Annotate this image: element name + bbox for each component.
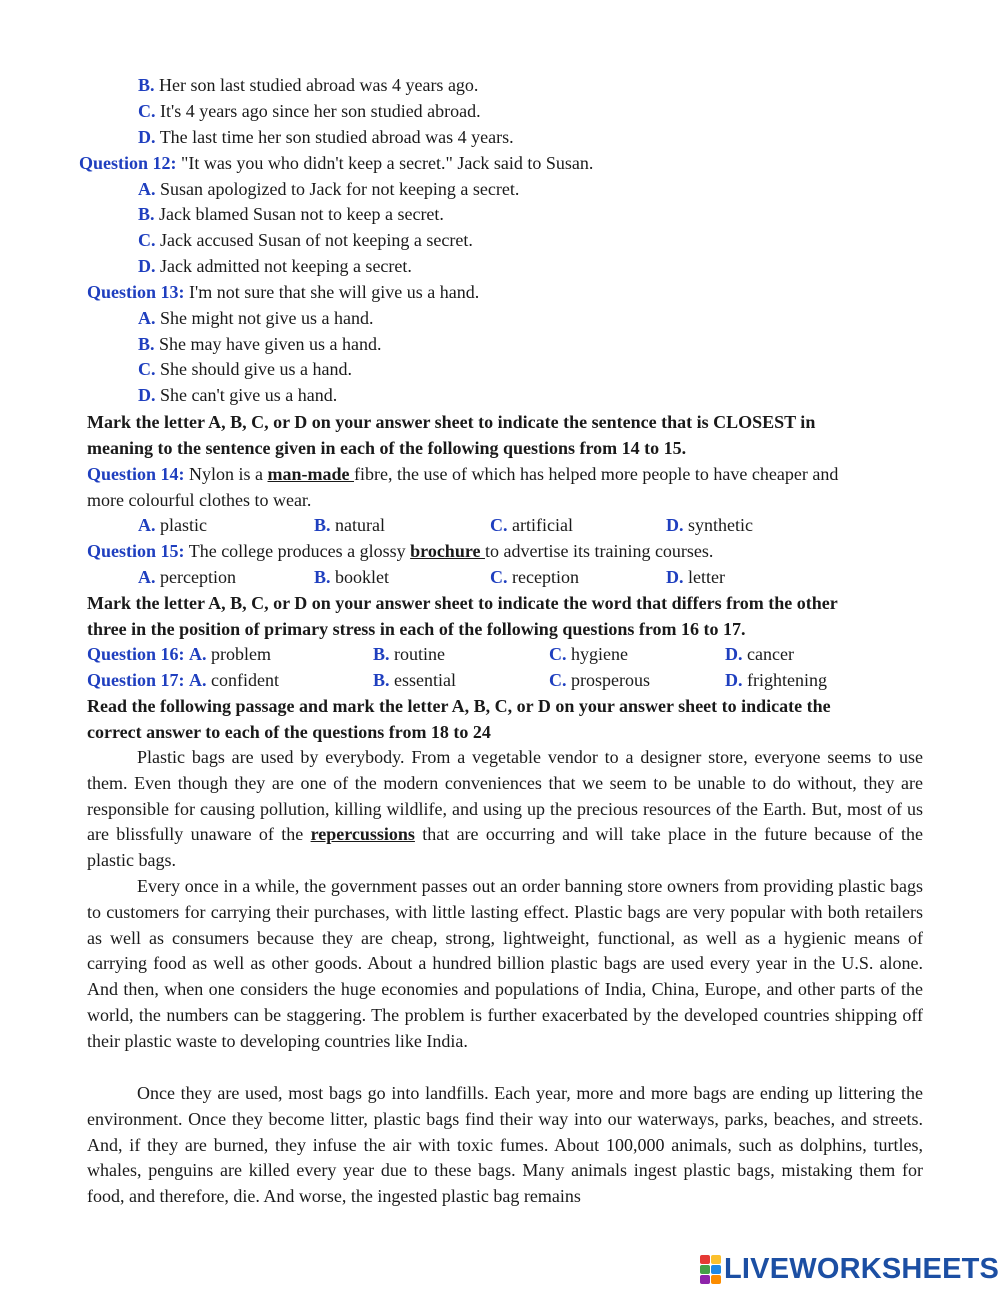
question-label: Question 13: bbox=[87, 282, 185, 302]
q12-option-c bbox=[138, 229, 473, 251]
q15-option-b bbox=[314, 566, 389, 588]
option-text: hygiene bbox=[571, 644, 628, 664]
liveworksheets-logo-icon bbox=[700, 1255, 720, 1283]
option-letter: B. bbox=[314, 567, 331, 587]
option-letter: D. bbox=[138, 256, 156, 276]
option-text: She can't give us a hand. bbox=[160, 385, 338, 405]
option-text: booklet bbox=[335, 567, 390, 587]
option-letter: C. bbox=[490, 515, 508, 535]
question-label: Question 16: bbox=[87, 644, 185, 664]
logo-text: LIVEWORKSHEETS bbox=[724, 1252, 1000, 1285]
question-label: Question 12: bbox=[79, 153, 177, 173]
q14-option-b bbox=[314, 514, 385, 536]
underlined-word: repercussions bbox=[310, 824, 415, 845]
question-label: Question 17: bbox=[87, 670, 185, 690]
option-text: artificial bbox=[512, 515, 573, 535]
underlined-word: man-made bbox=[267, 464, 355, 484]
option-letter: C. bbox=[138, 230, 156, 250]
option-text: reception bbox=[512, 567, 579, 587]
logo-square bbox=[711, 1265, 721, 1274]
question-text-post: to advertise its training courses. bbox=[484, 541, 714, 561]
logo-square bbox=[711, 1275, 721, 1284]
q13-stem bbox=[87, 281, 479, 303]
option-text: natural bbox=[335, 515, 385, 535]
q17-option-c bbox=[549, 669, 650, 691]
q11-option-b bbox=[138, 74, 478, 96]
option-letter: D. bbox=[666, 567, 684, 587]
option-text: Jack blamed Susan not to keep a secret. bbox=[159, 204, 444, 224]
question-text-post: fibre, the use of which has helped more people to have cheaper and bbox=[354, 464, 839, 484]
option-letter: A. bbox=[138, 515, 156, 535]
q13-option-b bbox=[138, 333, 381, 355]
option-letter: D. bbox=[725, 670, 743, 690]
instruction-stress-line2: three in the position of primary stress in each of the following questions from 16 to 17. bbox=[87, 619, 746, 639]
q12-option-d bbox=[138, 255, 412, 277]
instruction-closest-line2: meaning to the sentence given in each of the following questions from 14 to 15. bbox=[87, 438, 687, 458]
option-letter: B. bbox=[138, 334, 155, 354]
option-text: cancer bbox=[747, 644, 794, 664]
passage-paragraph-1 bbox=[87, 745, 923, 874]
option-letter: C. bbox=[138, 359, 156, 379]
q14-stem bbox=[87, 463, 838, 485]
option-text: synthetic bbox=[688, 515, 753, 535]
option-letter: C. bbox=[490, 567, 508, 587]
q17-stem bbox=[87, 669, 279, 691]
instruction-passage-line1: Read the following passage and mark the letter A, B, C, or D on your answer sheet to indicate the bbox=[87, 696, 831, 716]
option-letter: C. bbox=[138, 101, 156, 121]
logo-square bbox=[700, 1275, 710, 1284]
q14-stem-line2: more colourful clothes to wear. bbox=[87, 490, 312, 510]
option-letter: B. bbox=[373, 644, 390, 664]
q14-option-a bbox=[138, 514, 207, 536]
passage-paragraph-3: Once they are used, most bags go into landfills. Each year, more and more bags are ending up littering the environment. Once they become litter, plastic bags find their way into our waterways, parks, beaches, and streets. And, if they are burned, they infuse the air with toxic fumes. About 100,000 animals, such as dolphins, turtles, whales, penguins are killed every year due to these bags. Many animals ingest plastic bags, mistaking them for food, and therefore, die. And worse, the ingested plastic bag remains bbox=[87, 1083, 923, 1207]
question-text: "It was you who didn't keep a secret." Jack said to Susan. bbox=[181, 153, 594, 173]
option-text: Jack admitted not keeping a secret. bbox=[160, 256, 412, 276]
q16-stem bbox=[87, 643, 271, 665]
option-letter: D. bbox=[138, 385, 156, 405]
q15-option-c bbox=[490, 566, 579, 588]
option-letter: D. bbox=[666, 515, 684, 535]
q17-option-b bbox=[373, 669, 456, 691]
q14-option-d bbox=[666, 514, 753, 536]
instruction-stress-line1: Mark the letter A, B, C, or D on your answer sheet to indicate the word that differs from the other bbox=[87, 593, 838, 613]
option-text: Her son last studied abroad was 4 years ago. bbox=[159, 75, 479, 95]
q13-option-a bbox=[138, 307, 373, 329]
option-text: routine bbox=[394, 644, 446, 664]
option-letter: D. bbox=[725, 644, 743, 664]
option-text: plastic bbox=[160, 515, 207, 535]
underlined-word: brochure bbox=[410, 541, 485, 561]
option-text: Susan apologized to Jack for not keeping a secret. bbox=[160, 179, 520, 199]
option-text: It's 4 years ago since her son studied abroad. bbox=[160, 101, 481, 121]
q15-stem bbox=[87, 540, 713, 562]
option-letter: B. bbox=[138, 75, 155, 95]
logo-square bbox=[700, 1265, 710, 1274]
passage-paragraph-2: Every once in a while, the government passes out an order banning store owners from providing plastic bags to customers for carrying their purchases, with little lasting effect. Plastic bags are very popular with both retailers as well as consumers because they are cheap, strong, lightweight, functional, as well as a hygienic means of carrying food as well as other goods. About a hundred billion plastic bags are used every year in the U.S. alone. And then, when one considers the huge economies and populations of India, China, Europe, and other parts of the world, the numbers can be staggering. The problem is further exacerbated by the developed countries shipping off their plastic waste to developing countries like India. bbox=[87, 876, 923, 1051]
option-text: frightening bbox=[747, 670, 827, 690]
option-text: She may have given us a hand. bbox=[159, 334, 382, 354]
question-text-pre: The college produces a glossy bbox=[188, 541, 411, 561]
paragraph-text-post: that are occurring and will take place in the future because of the plastic bags. bbox=[87, 824, 923, 871]
q13-option-d bbox=[138, 384, 337, 406]
instruction-passage-line2: correct answer to each of the questions from 18 to 24 bbox=[87, 722, 491, 742]
q16-option-d bbox=[725, 643, 794, 665]
q17-option-d bbox=[725, 669, 827, 691]
option-letter: B. bbox=[314, 515, 331, 535]
option-letter: A. bbox=[189, 670, 207, 690]
q15-option-a bbox=[138, 566, 236, 588]
option-letter: B. bbox=[373, 670, 390, 690]
question-label: Question 14: bbox=[87, 464, 185, 484]
option-text: confident bbox=[211, 670, 279, 690]
option-text: perception bbox=[160, 567, 236, 587]
paragraph-text-pre: Plastic bags are used by everybody. From a vegetable vendor to a designer store, everyone seems to use them. Even though they are one of the modern conveniences that we seem to be unable to do without, they are responsible for causing pollution, killing wildlife, and using up the precious resources of the Earth. But, most of us are blissfully unaware of the bbox=[87, 747, 923, 845]
q11-option-c bbox=[138, 100, 481, 122]
option-letter: A. bbox=[138, 179, 156, 199]
logo-square bbox=[700, 1255, 710, 1264]
option-text: prosperous bbox=[571, 670, 650, 690]
option-letter: D. bbox=[138, 127, 156, 147]
question-label: Question 15: bbox=[87, 541, 185, 561]
option-text: The last time her son studied abroad was 4 years. bbox=[159, 127, 514, 147]
question-text: I'm not sure that she will give us a hand. bbox=[189, 282, 480, 302]
option-text: She might not give us a hand. bbox=[160, 308, 374, 328]
q16-option-b bbox=[373, 643, 445, 665]
option-letter: A. bbox=[138, 567, 156, 587]
q14-option-c bbox=[490, 514, 573, 536]
option-letter: B. bbox=[138, 204, 155, 224]
option-letter: A. bbox=[138, 308, 156, 328]
logo-square bbox=[711, 1255, 721, 1264]
option-letter: A. bbox=[189, 644, 207, 664]
q13-option-c bbox=[138, 358, 352, 380]
liveworksheets-logo bbox=[700, 1252, 999, 1286]
option-letter: C. bbox=[549, 644, 567, 664]
q11-option-d bbox=[138, 126, 514, 148]
question-text-pre: Nylon is a bbox=[189, 464, 268, 484]
q16-option-c bbox=[549, 643, 628, 665]
instruction-closest-line1: Mark the letter A, B, C, or D on your answer sheet to indicate the sentence that is CLOSEST in bbox=[87, 412, 816, 432]
q15-option-d bbox=[666, 566, 725, 588]
option-text: problem bbox=[211, 644, 272, 664]
q12-option-a bbox=[138, 178, 519, 200]
option-text: essential bbox=[394, 670, 456, 690]
option-text: letter bbox=[688, 567, 725, 587]
option-text: She should give us a hand. bbox=[160, 359, 352, 379]
q12-stem bbox=[79, 152, 593, 174]
q12-option-b bbox=[138, 203, 444, 225]
option-text: Jack accused Susan of not keeping a secret. bbox=[160, 230, 473, 250]
option-letter: C. bbox=[549, 670, 567, 690]
